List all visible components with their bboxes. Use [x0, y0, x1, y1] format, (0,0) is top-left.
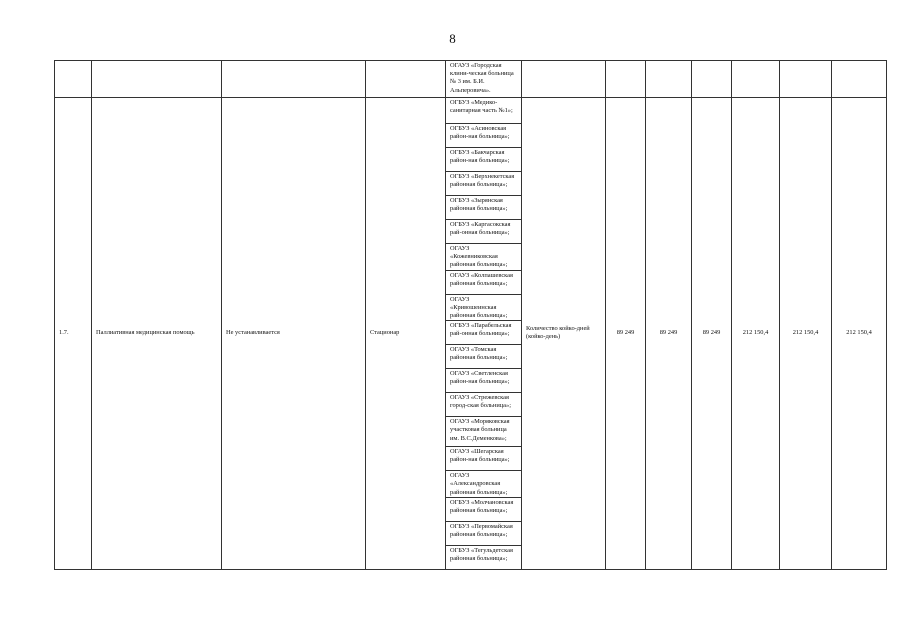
cell-organization: ОГБУЗ «Медико-санитарная часть №1»; — [446, 98, 522, 124]
cell-value-empty — [832, 61, 887, 98]
cell-condition-empty — [366, 61, 446, 98]
cell-organization: ОГАУЗ «Колпашевская районная больница»; — [446, 270, 522, 294]
cell-organization: ОГАУЗ «Стрежевская город-ская больница»; — [446, 393, 522, 417]
cell-organization: ОГАУЗ «Кожевниковская районная больница»; — [446, 244, 522, 271]
cell-value: 89 249 — [646, 98, 692, 570]
cell-organization: ОГБУЗ «Молчановская районная больница»; — [446, 497, 522, 521]
page-number: 8 — [449, 31, 456, 46]
cell-index: 1.7. — [55, 98, 92, 570]
cell-index-empty — [55, 61, 92, 98]
cell-value-empty — [646, 61, 692, 98]
cell-organization: ОГБУЗ «Асиновская район-ная больница»; — [446, 124, 522, 148]
cell-organization: ОГАУЗ «Шегарская район-ная больница»; — [446, 447, 522, 471]
cell-organization: ОГАУЗ «Александровская районная больница»; — [446, 471, 522, 498]
cell-care-type: Паллиативная медицинская помощь — [92, 98, 222, 570]
cell-organization: ОГАУЗ «Светленская район-ная больница»; — [446, 369, 522, 393]
cell-organization: ОГАУЗ «Моряковская участковая больница им. В.С.Деменкова»; — [446, 417, 522, 447]
cell-unit: Количество койко-дней (койко-день) — [522, 98, 606, 570]
cell-value: 212 150,4 — [780, 98, 832, 570]
cell-organization: ОГБУЗ «Верхнекетская районная больница»; — [446, 172, 522, 196]
cell-organization: ОГАУЗ «Кривошеинская районная больница»; — [446, 294, 522, 321]
cell-organization: ОГАУЗ «Томская районная больница»; — [446, 345, 522, 369]
cell-profile: Не устанавливается — [222, 98, 366, 570]
cell-organization: ОГБУЗ «Тегульдетская районная больница»; — [446, 545, 522, 569]
cell-value: 89 249 — [606, 98, 646, 570]
cell-value: 89 249 — [692, 98, 732, 570]
cell-value-empty — [732, 61, 780, 98]
cell-unit-empty — [522, 61, 606, 98]
cell-organization: ОГБУЗ «Каргасокская рай-онная больница»; — [446, 220, 522, 244]
cell-organization: ОГБУЗ «Зырянская районная больница»; — [446, 196, 522, 220]
cell-value: 212 150,4 — [732, 98, 780, 570]
tariff-table — [54, 60, 887, 570]
cell-value: 212 150,4 — [832, 98, 887, 570]
cell-value-empty — [780, 61, 832, 98]
cell-organization: ОГБУЗ «Парабельская рай-онная больница»; — [446, 321, 522, 345]
cell-value-empty — [692, 61, 732, 98]
cell-condition: Стационар — [366, 98, 446, 570]
cell-organization: ОГБУЗ «Бакчарская район-ная больница»; — [446, 148, 522, 172]
cell-organization: ОГАУЗ «Городская клини-ческая больница № 3 им. Б.И. Альперовича». — [446, 61, 522, 98]
cell-organization: ОГБУЗ «Первомайская районная больница»; — [446, 521, 522, 545]
table-row-continuation — [55, 61, 887, 98]
cell-value-empty — [606, 61, 646, 98]
cell-profile-empty — [222, 61, 366, 98]
table-row — [55, 98, 887, 124]
cell-care-type-empty — [92, 61, 222, 98]
